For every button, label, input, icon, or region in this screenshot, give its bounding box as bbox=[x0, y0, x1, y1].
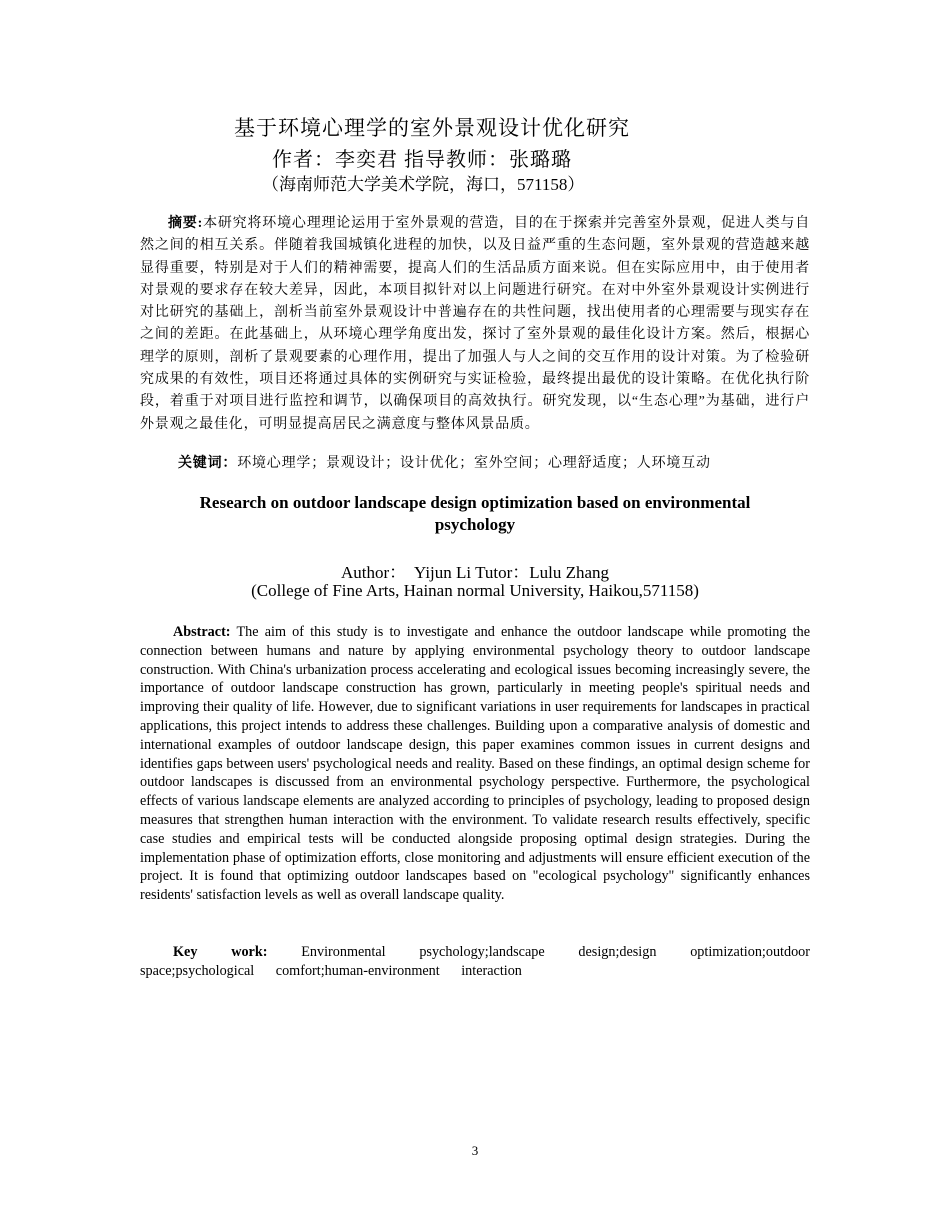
chinese-keywords-text: 环境心理学；景观设计；设计优化；室外空间；心理舒适度；人环境互动 bbox=[237, 456, 711, 471]
chinese-author-line: 作者：李奕君 指导教师：张璐璐 bbox=[272, 149, 572, 171]
page-number: 3 bbox=[471, 1143, 479, 1158]
chinese-title: 基于环境心理学的室外景观设计优化研究 bbox=[234, 116, 630, 140]
chinese-abstract bbox=[140, 213, 810, 436]
english-title: Research on outdoor landscape design optimization based on environmental psychology bbox=[199, 493, 751, 534]
english-abstract-text: The aim of this study is to investigate and enhance the outdoor landscape while promoting the connection between humans and nature by applying environmental psychology theory to outdoor landscape construction. With China's urbanization process accelerating and ecological issues becoming increasingly severe, the importance of outdoor landscape construction has grown, particularly in meeting people's spiritual needs and improving their quality of life. However, due to significant variations in user requirements for landscapes in practical applications, this project intends to address these challenges. Building upon a comparative analysis of domestic and international examples of outdoor landscape design, this paper examines common issues in current designs and identifies gaps between users' psychological needs and reality. Based on these findings, an optimal design scheme for outdoor landscapes is discussed from an environmental psychology perspective. Furthermore, the psychological effects of various landscape elements are analyzed according to principles of psychology, leading to proposed design measures that strengthen human interaction with the environment. To validate research results effectively, specific case studies and empirical tests will be conducted alongside proposing optimal design strategies. During the implementation phase of optimization efforts, close monitoring and adjustments will ensure efficient execution of the project. It is found that optimizing outdoor landscapes based on "ecological psychology" significantly enhances residents' satisfaction levels as well as overall landscape quality. bbox=[140, 624, 810, 904]
chinese-keywords bbox=[178, 452, 810, 472]
english-affiliation: (College of Fine Arts, Hainan normal University, Haikou,571158) bbox=[251, 581, 699, 600]
english-author-line: Author： Yijun Li Tutor：Lulu Zhang bbox=[340, 563, 610, 582]
chinese-keywords-label: 关键词： bbox=[178, 456, 238, 471]
english-abstract-label: Abstract: bbox=[173, 624, 231, 640]
english-keywords-text: Environmental psychology;landscape design;design optimization;outdoor space;psychological comfort;human-environment interaction bbox=[140, 944, 811, 979]
english-keywords bbox=[140, 943, 810, 981]
english-keywords-label: Key work: bbox=[173, 944, 268, 960]
chinese-abstract-text: 本研究将环境心理理论运用于室外景观的营造，目的在于探索并完善室外景观，促进人类与自然之间的相互关系。伴随着我国城镇化进程的加快，以及日益严重的生态问题，室外景观的营造越来越显得重要，特别是对于人们的精神需要，提高人们的生活品质方面来说。但在实际应用中，由于使用者对景观的要求存在较大差异，因此，本项目拟针对以上问题进行研究。在对中外室外景观设计实例进行对比研究的基础上，剖析当前室外景观设计中普遍存在的共性问题，找出使用者的心理需要与现实存在之间的差距。在此基础上，从环境心理学角度出发，探讨了室外景观的最佳化设计方案。然后，根据心理学的原则，剖析了景观要素的心理作用，提出了加强人与人之间的交互作用的设计对策。为了检验研究成果的有效性，项目还将通过具体的实例研究与实证检验，最终提出最优的设计策略。在优化执行阶段，着重于对项目进行监控和调节，以确保项目的高效执行。研究发现，以“生态心理”为基础，进行户外景观之最佳化，可明显提高居民之满意度与整体风景品质。 bbox=[140, 216, 810, 432]
english-abstract bbox=[140, 623, 810, 905]
chinese-affiliation: （海南师范大学美术学院，海口，571158） bbox=[262, 175, 585, 194]
chinese-abstract-label: 摘要: bbox=[168, 216, 204, 231]
